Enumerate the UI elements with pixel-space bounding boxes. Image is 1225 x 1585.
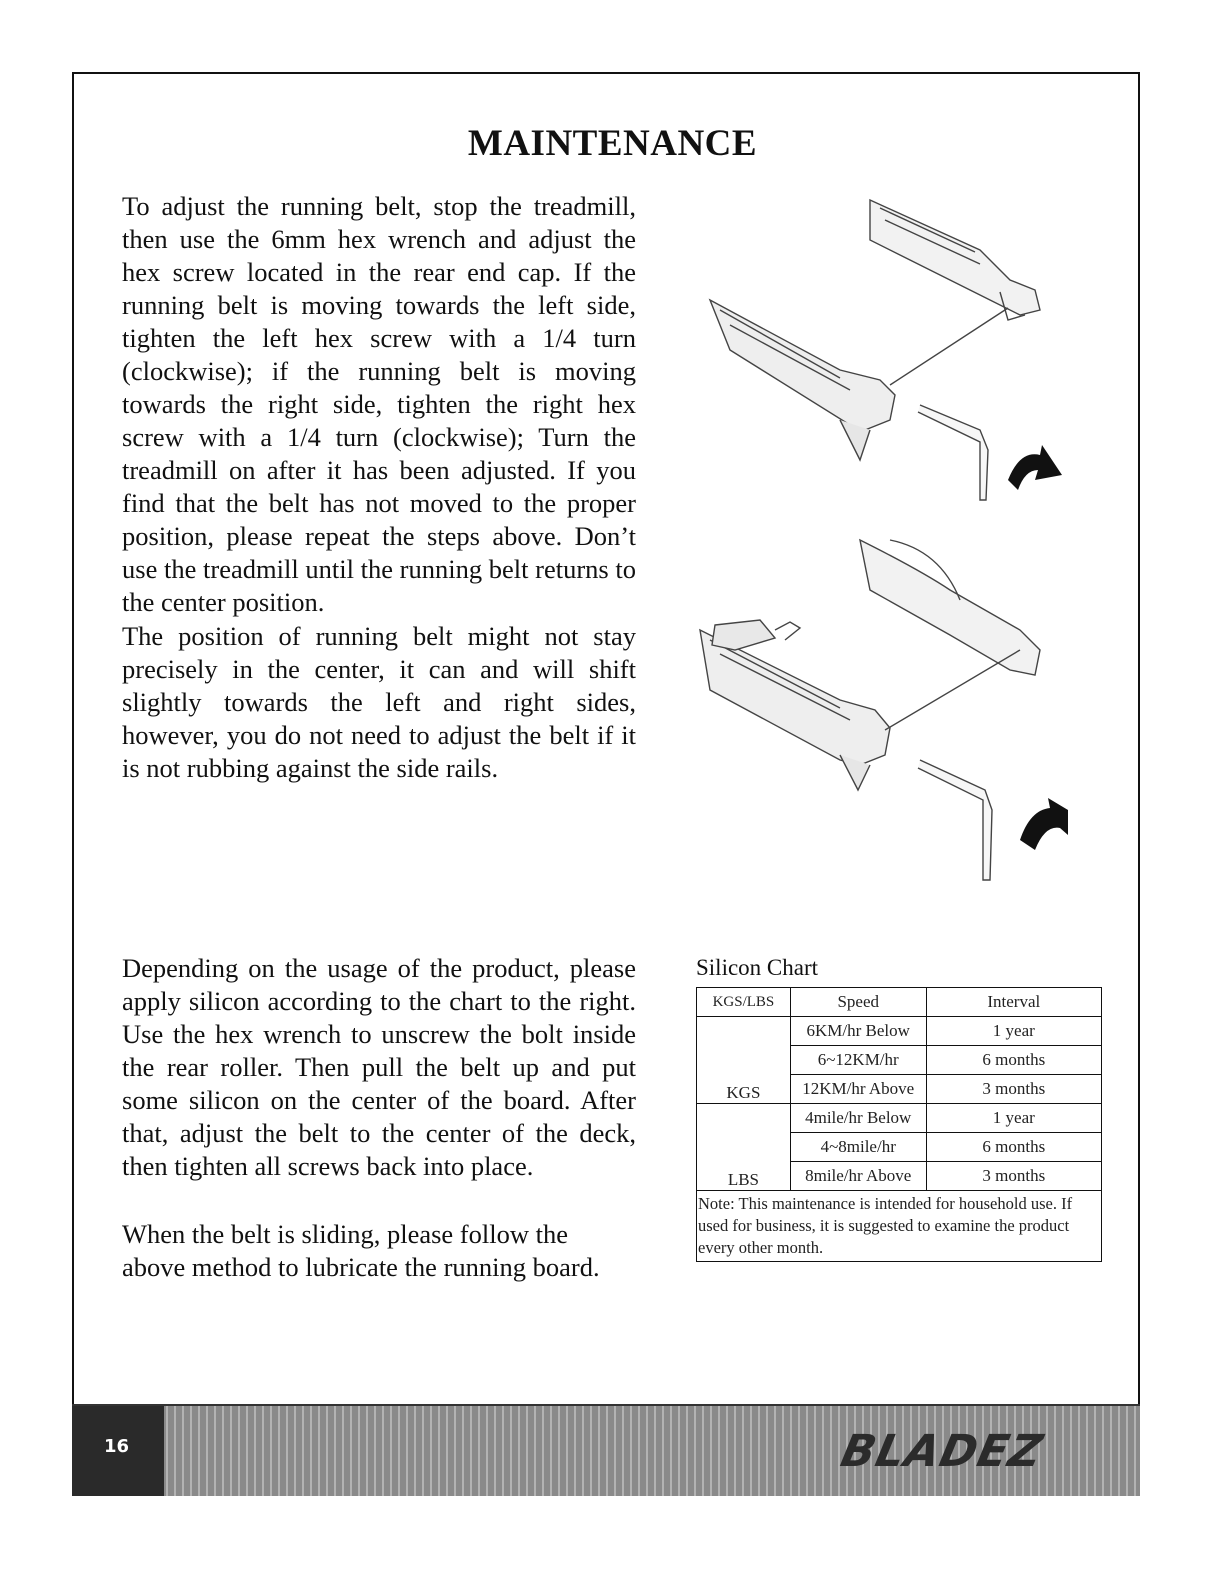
table-header-row <box>697 988 1102 1017</box>
interval-cell: 3 months <box>926 1075 1101 1104</box>
speed-cell: 4mile/hr Below <box>790 1104 926 1133</box>
counterclockwise-arrow-icon <box>1020 798 1068 850</box>
interval-cell: 3 months <box>926 1162 1101 1191</box>
speed-cell: 4~8mile/hr <box>790 1133 926 1162</box>
silicon-paragraph: Depending on the usage of the product, please apply silicon according to the chart to the right. Use the hex wrench to unscrew the bolt inside the rear roller. Then pull the belt up and put some silicon on the center of the board. After that, adjust the belt to the center of the deck, then tighten all screws back into place. <box>122 953 636 1181</box>
table-row <box>697 1104 1102 1133</box>
interval-cell: 1 year <box>926 1017 1101 1046</box>
table-row <box>697 1017 1102 1046</box>
page-title: MAINTENANCE <box>467 123 758 164</box>
page-footer <box>72 1404 1140 1496</box>
page-number: 16 <box>104 1436 130 1457</box>
page-number-box <box>72 1406 164 1496</box>
interval-cell: 6 months <box>926 1046 1101 1075</box>
header-interval: Interval <box>926 988 1101 1017</box>
table-note: Note: This maintenance is intended for household use. If used for business, it is suggested to examine the product every other month. <box>697 1191 1102 1262</box>
belt-adjust-paragraph: To adjust the running belt, stop the treadmill, then use the 6mm hex wrench and adjust the hex screw located in the rear end cap. If the running belt is moving towards the left side, tighten the left hex screw with a 1/4 turn (clockwise); if the running belt is moving towards the right side, tighten the right hex screw with a 1/4 turn (clockwise); Turn the treadmill on after it has been adjusted. If you find that the belt has not moved to the proper position, please repeat the steps above. Don’t use the treadmill until the running belt returns to the center position. <box>122 191 636 617</box>
belt-adjustment-illustration <box>690 180 1110 900</box>
table-note-row <box>697 1191 1102 1262</box>
speed-cell: 12KM/hr Above <box>790 1075 926 1104</box>
group-label-kgs: KGS <box>697 1017 791 1104</box>
speed-cell: 8mile/hr Above <box>790 1162 926 1191</box>
speed-cell: 6KM/hr Below <box>790 1017 926 1046</box>
interval-cell: 6 months <box>926 1133 1101 1162</box>
brand-logo: BLADEZ <box>836 1426 1048 1477</box>
belt-position-paragraph: The position of running belt might not stay precisely in the center, it can and will shift slightly towards the left and right sides, however, you do not need to adjust the belt if it is not rubbing against the side rails. <box>122 621 636 783</box>
clockwise-arrow-icon <box>1008 445 1062 490</box>
silicon-chart-title: Silicon Chart <box>696 955 819 980</box>
group-label-lbs: LBS <box>697 1104 791 1191</box>
silicon-chart-table <box>696 987 1102 1262</box>
header-kgs-lbs: KGS/LBS <box>697 988 791 1017</box>
interval-cell: 1 year <box>926 1104 1101 1133</box>
lubricate-paragraph: When the belt is sliding, please follow the above method to lubricate the running board. <box>122 1219 600 1282</box>
header-speed: Speed <box>790 988 926 1017</box>
speed-cell: 6~12KM/hr <box>790 1046 926 1075</box>
